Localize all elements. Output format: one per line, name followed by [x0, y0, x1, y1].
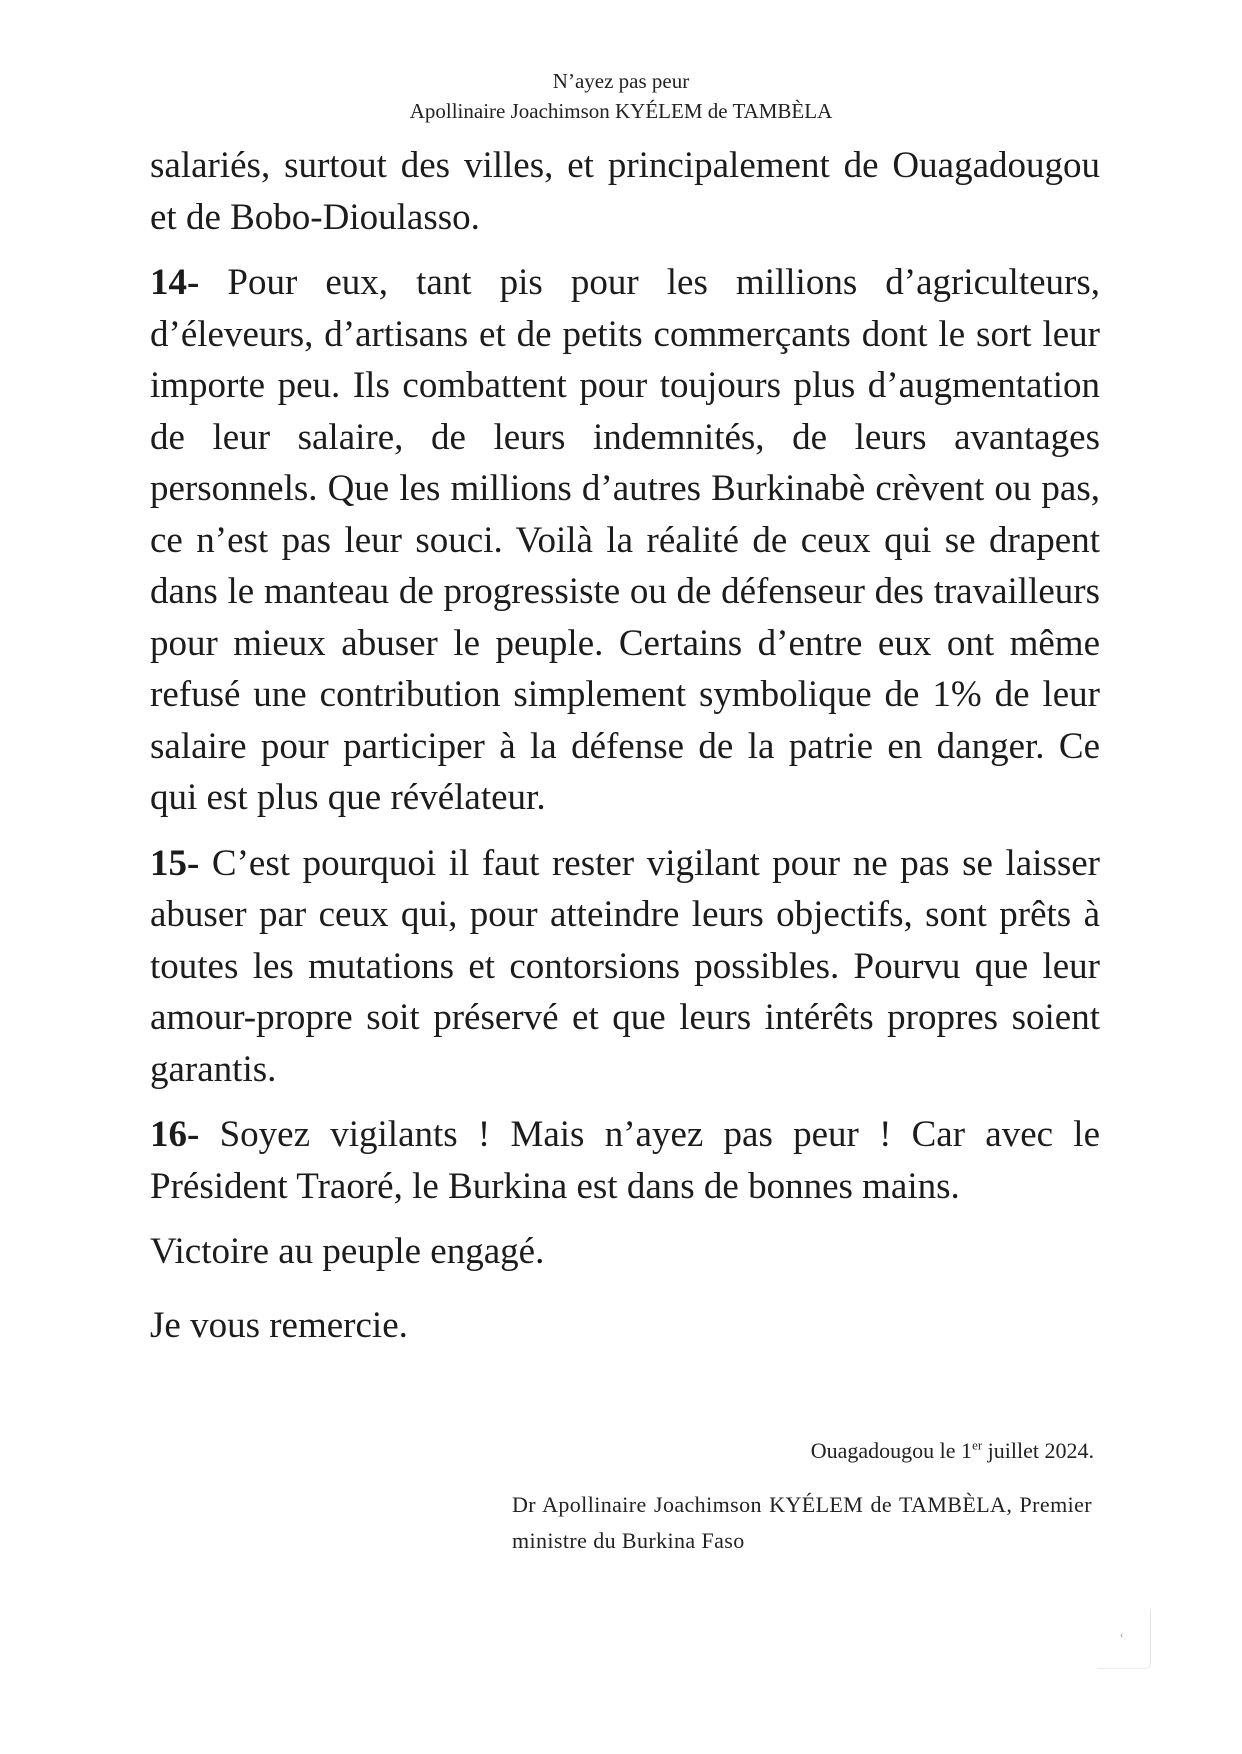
dateline-prefix: Ouagadougou le 1 [810, 1438, 973, 1463]
continuation-paragraph: salariés, surtout des villes, et principalement de Ouagadougou et de Bobo-Dioulasso. [150, 145, 1100, 238]
paragraph-15 [150, 838, 1100, 1096]
paragraph-text: C’est pourquoi il faut rester vigilant pour ne pas se laisser abuser par ceux qui, pour atteindre leurs objectifs, sont prêts à toutes les mutations et contorsions possibles. Pourvu que leur amour-propre soit préservé et que leurs intérêts propres soient garantis. [150, 842, 1100, 1090]
paragraph-number: 14- [150, 262, 200, 303]
page-corner-mark [1098, 1610, 1151, 1669]
paragraph-14 [150, 257, 1100, 824]
dateline-ordinal: er [972, 1437, 983, 1453]
signature-block: Dr Apollinaire Joachimson KYÉLEM de TAMBÈLA, Premier ministre du Burkina Faso [512, 1492, 1092, 1553]
dateline-suffix: juillet 2024. [982, 1438, 1094, 1463]
paragraph-number: 16- [150, 1114, 200, 1155]
closing-line-victory: Victoire au peuple engagé. [150, 1231, 545, 1272]
paragraph-text: Soyez vigilants ! Mais n’ayez pas peur ! Car avec le Président Traoré, le Burkina est dans de bonnes mains. [150, 1114, 1100, 1207]
header-author: Apollinaire Joachimson KYÉLEM de TAMBÈLA [409, 99, 833, 123]
dateline [811, 1436, 1094, 1466]
corner-glyph: ‹ [1120, 1630, 1124, 1641]
closing-line-thanks: Je vous remercie. [150, 1304, 408, 1346]
paragraph-16 [150, 1109, 1100, 1212]
body-text [150, 140, 1100, 1373]
running-header [0, 66, 1242, 126]
paragraph-number: 15- [150, 842, 200, 884]
header-title: N’ayez pas peur [552, 69, 690, 93]
paragraph-text: Pour eux, tant pis pour les millions d’agriculteurs, d’éleveurs, d’artisans et de petits commerçants dont le sort leur importe peu. Ils combattent pour toujours plus d’augmentation de leur salaire, de leurs indemnités, de leurs avantages personnels. Que les millions d’autres Burkinabè crèvent ou pas, ce n’est pas leur souci. Voilà la réalité de ceux qui se drapent dans le manteau de progressiste ou de défenseur des travailleurs pour mieux abuser le peuple. Certains d’entre eux ont même refusé une contribution simplement symbolique de 1% de leur salaire pour participer à la défense de la patrie en danger. Ce qui est plus que révélateur. [150, 262, 1100, 818]
